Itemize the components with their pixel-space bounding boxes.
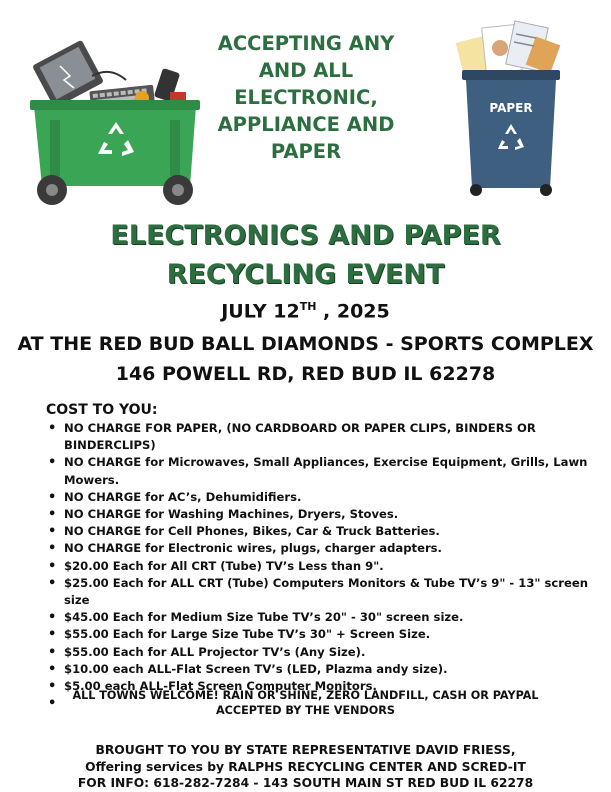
list-item: • NO CHARGE for AC’s, Dehumidifiers.	[46, 489, 606, 506]
accepting-line: APPLIANCE AND	[217, 113, 395, 136]
welcome-line: ACCEPTED BY THE VENDORS	[216, 704, 395, 717]
event-venue: AT THE RED BUD BALL DIAMONDS - SPORTS COMPLEX	[17, 333, 594, 355]
event-date-suffix: TH	[299, 300, 317, 313]
event-title-line: ELECTRONICS AND PAPER	[110, 220, 501, 251]
list-item: • NO CHARGE for Microwaves, Small Appliances, Exercise Equipment, Grills, Lawn Mowers.	[46, 454, 606, 488]
list-item: • $20.00 Each for All CRT (Tube) TV’s Less than 9".	[46, 558, 606, 575]
list-item: • $25.00 Each for ALL CRT (Tube) Computers Monitors & Tube TV’s 9" - 13" screen size	[46, 575, 606, 609]
list-item: • $55.00 Each for Large Size Tube TV’s 30" + Screen Size.	[46, 626, 606, 643]
footer-line: Offering services by RALPHS RECYCLING CENTER AND SCRED-IT	[85, 759, 526, 774]
list-item: • NO CHARGE for Washing Machines, Dryers, Stoves.	[46, 506, 606, 523]
cost-heading: COST TO YOU:	[46, 402, 158, 418]
welcome-note	[40, 688, 571, 718]
footer-line: FOR INFO: 618-282-7284 - 143 SOUTH MAIN ST RED BUD IL 62278	[77, 776, 534, 790]
event-date-year: , 2025	[316, 300, 390, 323]
accepting-line: ELECTRONIC,	[234, 86, 378, 109]
event-title-line: RECYCLING EVENT	[166, 259, 445, 290]
sponsor-footer	[0, 742, 611, 792]
list-item: • NO CHARGE for Electronic wires, plugs, charger adapters.	[46, 540, 606, 557]
list-item: • $5.00 each ALL-Flat Screen Computer Monitors.	[46, 678, 606, 695]
footer-line: BROUGHT TO YOU BY STATE REPRESENTATIVE DAVID FRIESS,	[95, 743, 516, 757]
event-date	[0, 300, 611, 322]
paper-bin-label: PAPER	[489, 101, 533, 115]
accepting-line: AND ALL	[258, 59, 354, 82]
list-item: • NO CHARGE FOR PAPER, (NO CARDBOARD OR PAPER CLIPS, BINDERS OR BINDERCLIPS)	[46, 420, 606, 454]
electronics-recycling-bin-illustration	[30, 36, 200, 208]
accepting-line: ACCEPTING ANY	[217, 32, 395, 55]
accepting-banner	[200, 30, 412, 165]
event-address: 146 POWELL RD, RED BUD IL 62278	[115, 363, 496, 385]
event-title	[0, 216, 611, 294]
welcome-line: ALL TOWNS WELCOME! RAIN OR SHINE, ZERO LANDFILL, CASH OR PAYPAL	[72, 689, 539, 702]
list-item: • $55.00 Each for ALL Projector TV’s (Any Size).	[46, 644, 606, 661]
list-item: • $10.00 each ALL-Flat Screen TV’s (LED, Plazma andy size).	[46, 661, 606, 678]
electronics-pile-icon	[32, 40, 186, 109]
cost-list	[46, 420, 606, 712]
list-item: • NO CHARGE for Cell Phones, Bikes, Car & Truck Batteries.	[46, 523, 606, 540]
event-date-main: JULY 12	[221, 300, 300, 323]
list-item: • $45.00 Each for Medium Size Tube TV’s 20" - 30" screen size.	[46, 609, 606, 626]
accepting-line: PAPER	[270, 140, 342, 163]
paper-recycling-bin-illustration	[456, 20, 566, 200]
